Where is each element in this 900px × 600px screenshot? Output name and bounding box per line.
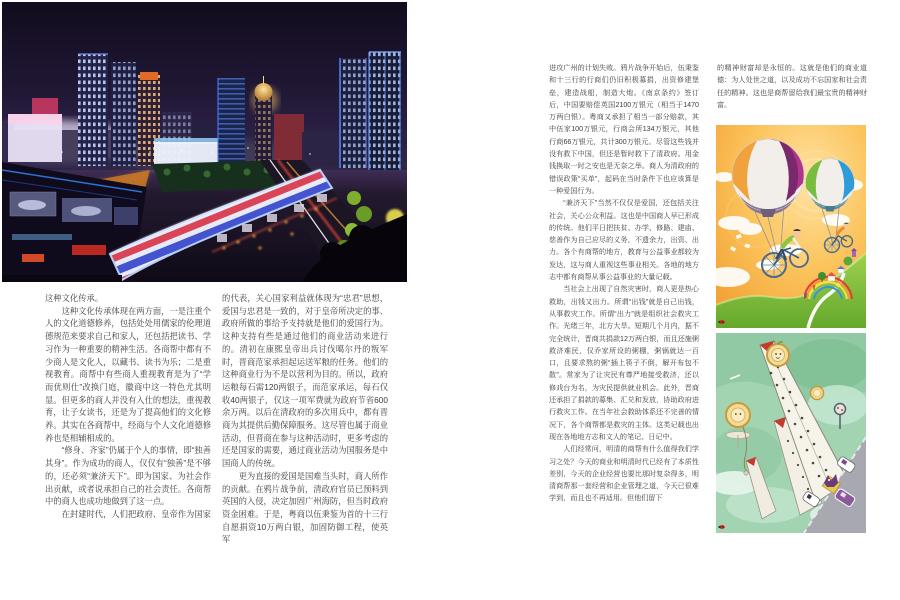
paragraph: 更为直接的爱国是国难当头时，商人所作的贡献。在鸦片战争前，清政府官员已预料到英国的入侵，决定加固广州海防，但当时政府资金困难。于是，粤商以伍秉鉴为首的十三行自愿捐资10万两白银，加固防御工程，使英军 — [222, 470, 388, 545]
right-page-column-2 — [717, 62, 867, 111]
paragraph: 人们经常问，明清的商帮有什么值得我们学习之处？今天的商业和明清时代已经有了本质性差别，今天的企业经营也要比那时复杂得多，明清商帮那一套经营和企业管理之道，今天已很难学到，而且也不再适用。但他们留下 — [549, 445, 699, 503]
right-page-column-1 — [549, 62, 699, 505]
whimsical-airplane-illustration — [716, 333, 866, 533]
paragraph: 在封建时代，人们把政府、皇帝作为国家 — [61, 508, 211, 519]
left-page-column-2 — [222, 292, 388, 546]
paragraph: 这种文化传承。 — [45, 293, 104, 303]
left-page-column-1 — [45, 292, 211, 521]
paragraph: 当社会上出现了自然灾害时，商人更是热心救助，出钱又出力。所谓“出钱”就是自己出钱，从事救灾工作。所谓“出力”就是组织社会救灾工作。光绪三年，北方大旱。短期几个月内，据不完全统计，晋商共捐款12万两白银，而且还施粥救济难民，仅乔家所设的粥棚，粥锅就达一百口，且要求熬的粥“插上筷子不倒，解开布包不散”。常家为了让灾民有尊严地接受救济，还以修戏台为名，为灾民提供就业机会。此外，晋商还承担了捐款的募集、汇兑和发放，协助政府进行救灾工作。在当年社会救助体系还不完善的情况下，各个商帮都是救灾的主体。这类记载也出现在各地地方志和文人的笔记、日记中。 — [549, 285, 699, 441]
paragraph: 的精神财富却是永恒的。这就是他们的商业道德：为人处世之道，以及成功不忘国家和社会责任的精神。这也是商帮留给我们最宝贵的精神财富。 — [717, 64, 867, 109]
paragraph: 这种文化传承体现在两方面，一是注重个人的文化道德修养，包括处处用儒家的伦理道德规范来要求自己和家人，还包括把读书、学习作为一种重要的精神生活。各商帮中都有不少商人是文化人，以藏书、读书为乐；二是重视教育。商帮中有些商人重视教育是为了“学而优则仕”改换门庭，徽商中这一特色尤其明显。但更多的商人并没有入仕的想法，重视教育，让子女读书，还是为了提高他们的文化修养。其实在各商帮中，经商与个人文化道德修养也是相辅相成的。 — [45, 305, 211, 443]
night-cityscape-photo — [2, 2, 407, 282]
cityscape-art — [2, 2, 407, 282]
paragraph: 进攻广州的计划失败。鸦片战争开始后，伍秉鉴和十三行的行商们仍旧积极募捐，出资修建堡垒，建造战船，制造大炮。《南京条约》签订后，中国要赔偿英国2100万银元（相当于1470万两白银）。粤商又承担了相当一部分赔款，其中伍家100万银元，行商会所134万银元，其他行商66万银元，共计300万银元。尽管这些钱并没有救下中国，但还是暂时救下了清政府。用金钱换取一时之安也是无奈之举。商人为清政府的错误政策“买单”，起码在当时条件下也应该算是一种爱国行为。 — [549, 64, 699, 195]
paragraph: “修身、齐家”仍属于个人的事情，即“独善其身”。作为成功的商人，仅仅有“独善”是不够的，还必须“兼济天下”。即为国家、为社会作出贡献，或者说承担自己的社会责任。各商帮中的商人也成功地做到了这一点。 — [45, 445, 211, 507]
paragraph: 的代表，关心国家利益就体现为“忠君”思想，爱国与忠君是一致的，对于皇帝所决定的事、政府所做的事给予支持就是他们的爱国行为。这种支持有些是通过他们的商业活动来进行的。清初在康熙皇帝出兵讨伐噶尔丹的叛军时，晋商范家承担起运送军粮的任务。他们的这种商业行为不是以营利为目的。所以，政府运粮每石需120两银子，而范家承运，每石仅收40两银子，仅这一项军费就为政府节省600余万两。以后在清政府的多次用兵中，都有晋商为其提供后勤保障服务。这尽管也属于商业活动，但晋商在参与这种活动时，更多考虑的还是国家的需要，通过商业活动为国服务是中国商人的传统。 — [222, 293, 388, 469]
hot-air-balloon-cyclists-illustration — [716, 125, 866, 328]
paragraph: “兼济天下”当然不仅仅是爱国，还包括关注社会，关心公众利益。这也是中国商人早已形成的传统。他们平日把扶贫、办学、修路、建庙、慈善作为自己应尽的义务，不遗余力，出资、出力。各个有商帮的地方，教育与公益事业都较为发达，这与商人重视这些事业相关。各地的地方志中都有商帮从事公益事业的大量记载。 — [549, 199, 699, 282]
